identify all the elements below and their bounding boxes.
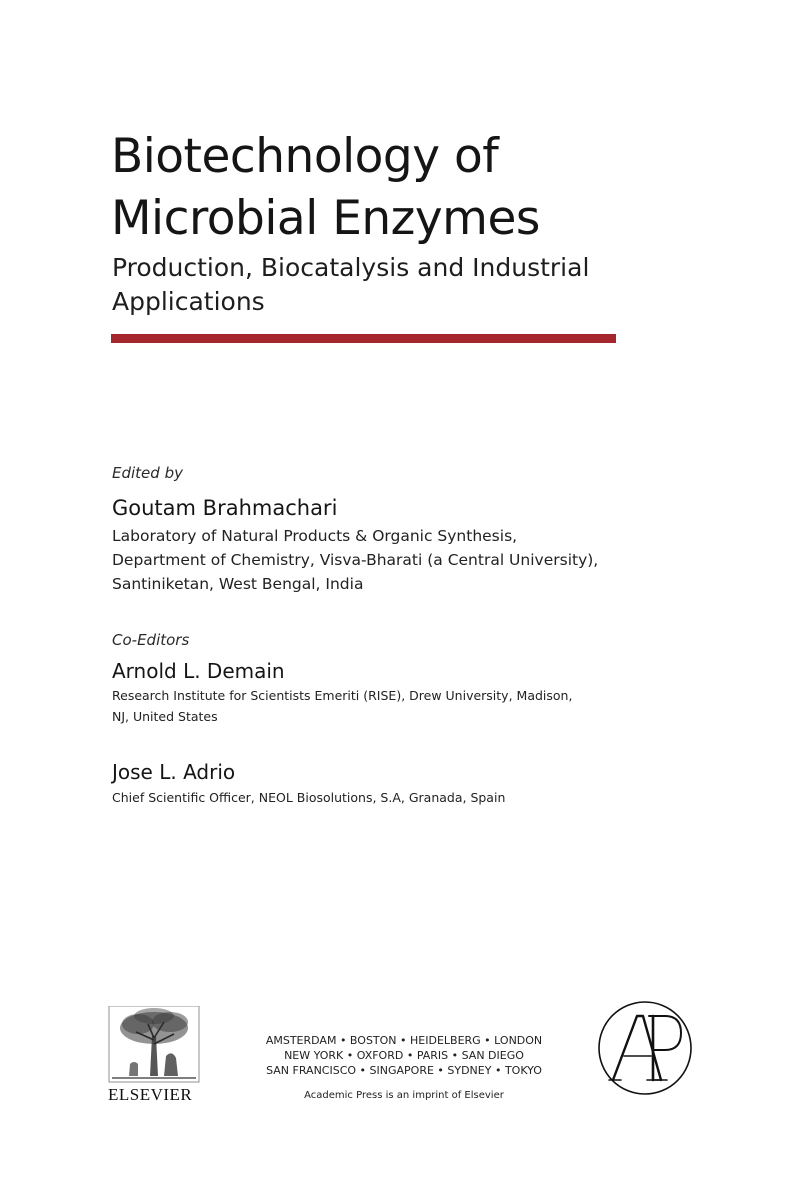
edited-by-label: Edited by xyxy=(112,464,183,482)
co-editor-affiliation-line: Research Institute for Scientists Emeriti (RISE), Drew University, Madison, xyxy=(112,688,573,703)
imprint-note: Academic Press is an imprint of Elsevier xyxy=(304,1090,504,1101)
co-editor-affiliation-line: NJ, United States xyxy=(112,709,218,724)
editor-name: Goutam Brahmachari xyxy=(112,496,338,520)
co-editor-name: Arnold L. Demain xyxy=(112,659,285,683)
publisher-cities-line: AMSTERDAM • BOSTON • HEIDELBERG • LONDON xyxy=(265,1034,543,1047)
elsevier-wordmark: ELSEVIER xyxy=(108,1085,193,1104)
book-title-line-2: Microbial Enzymes xyxy=(111,191,540,246)
co-editors-label: Co-Editors xyxy=(112,631,190,649)
book-subtitle-line-1: Production, Biocatalysis and Industrial xyxy=(112,253,590,282)
publisher-cities-line: SAN FRANCISCO • SINGAPORE • SYDNEY • TOKYO xyxy=(266,1064,542,1077)
co-editor-affiliation xyxy=(112,787,505,808)
editor-affiliation-line: Laboratory of Natural Products & Organic Synthesis, xyxy=(112,527,518,545)
book-title-line-1: Biotechnology of xyxy=(111,129,499,184)
academic-press-ap-icon xyxy=(597,1000,693,1096)
co-editor-affiliation-line: Chief Scientific Officer, NEOL Biosolutions, S.A, Granada, Spain xyxy=(112,790,506,805)
co-editor-name: Jose L. Adrio xyxy=(112,760,236,784)
editor-affiliation-line: Department of Chemistry, Visva-Bharati (a Central University), xyxy=(112,551,599,569)
editor-affiliation xyxy=(112,524,598,596)
title-divider-bar xyxy=(111,334,616,343)
book-subtitle-line-2: Applications xyxy=(112,287,265,316)
publisher-cities-line: NEW YORK • OXFORD • PARIS • SAN DIEGO xyxy=(284,1049,524,1062)
editor-affiliation-line: Santiniketan, West Bengal, India xyxy=(112,575,364,593)
co-editor-affiliation xyxy=(112,685,572,727)
